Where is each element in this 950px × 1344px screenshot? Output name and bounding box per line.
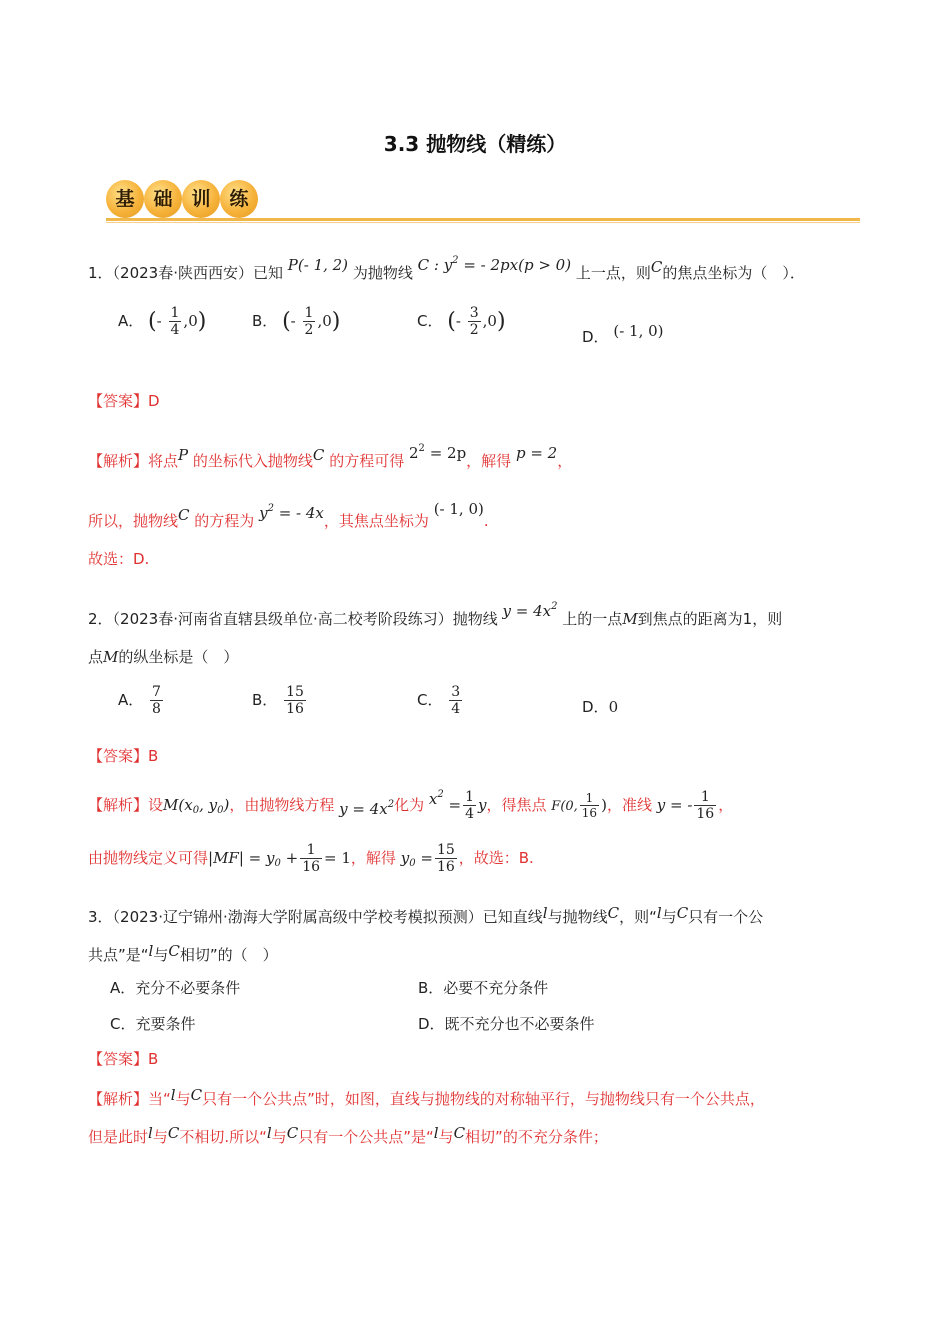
fraction: $\frac{1}{16}$ — [302, 842, 321, 875]
q1-stem: 1．（2023春·陕西西安）已知 P(- 1, 2) 为抛物线 C : $y^2$ = - 2px(p > 0) 上一点，则C的焦点坐标为（ ）． — [88, 255, 805, 282]
q1-explanation-3: 故选：D. — [88, 550, 150, 568]
banner-char: 础 — [144, 180, 182, 218]
section-divider — [106, 218, 860, 221]
q1-explanation-2: 所以，抛物线C 的方程为 $y^2$ = - 4x，其焦点坐标为 (- 1, 0). — [88, 500, 489, 530]
fraction: $\frac{1}{2}$ — [304, 305, 314, 338]
q1-option-d[interactable]: D． (- 1, 0) — [582, 322, 664, 346]
q2-option-b[interactable]: B． $\frac{15}{16}$ — [252, 684, 304, 717]
fraction: $\frac{3}{4}$ — [451, 684, 461, 717]
page-title: 3.3 抛物线（精练） — [383, 132, 567, 156]
q3-option-d[interactable]: D．既不充分也不必要条件 — [418, 1015, 595, 1033]
q1-answer: 【答案】D — [88, 392, 160, 410]
q3-option-a[interactable]: A．充分不必要条件 — [110, 979, 241, 997]
q2-stem-2: 点M的纵坐标是（ ） — [88, 648, 239, 666]
fraction: $\frac{1}{4}$ — [465, 789, 475, 822]
fraction: $\frac{15}{16}$ — [286, 684, 304, 717]
q1-option-a[interactable]: A． (- $\frac{1}{4}$ ,0) — [118, 305, 207, 338]
q3-explanation-2: 但是此时l与C不相切.所以“l与C只有一个公共点”是“l与C相切”的不充分条件； — [88, 1124, 608, 1146]
q2-explanation-1: 【解析】设$M(x_0$, $y_0$)，由抛物线方程 $y = 4x^2$化为 $x^2$ = $\frac{1}{4}$ y，得焦点 F(0, $\frac{1}{16}$ )，准线 y = - $\frac{1}{16}$ ， — [88, 789, 734, 822]
section-divider-thin — [106, 222, 860, 223]
q2-stem-1: 2．（2023春·河南省直辖县级单位·高二校考阶段练习）抛物线 $y = 4x^2$ 上的一点M到焦点的距离为1，则 — [88, 601, 783, 628]
fraction: $\frac{1}{16}$ — [696, 789, 715, 822]
fraction: $\frac{15}{16}$ — [436, 842, 455, 875]
q3-stem-2: 共点”是“l与C相切”的（ ） — [88, 942, 278, 964]
fraction: $\frac{1}{16}$ — [581, 791, 598, 820]
q3-explanation-1: 【解析】当“l与C只有一个公共点”时，如图，直线与抛物线的对称轴平行，与抛物线只有一个公共点， — [88, 1086, 765, 1108]
q3-answer: 【答案】B — [88, 1050, 159, 1068]
q2-explanation-2: 由抛物线定义可得$|MF| = y_0$ + $\frac{1}{16}$ = 1，解得 $y_0$ = $\frac{15}{16}$ ，故选：B. — [88, 842, 534, 875]
q3-option-c[interactable]: C．充要条件 — [110, 1015, 196, 1033]
banner-char: 基 — [106, 180, 144, 218]
q2-option-a[interactable]: A． $\frac{7}{8}$ — [118, 684, 161, 717]
q1-option-c[interactable]: C． (- $\frac{3}{2}$ ,0) — [417, 305, 506, 338]
q2-option-d[interactable]: D．0 — [582, 698, 619, 716]
q2-answer: 【答案】B — [88, 747, 159, 765]
fraction: $\frac{7}{8}$ — [152, 684, 161, 717]
fraction: $\frac{3}{2}$ — [469, 305, 479, 338]
banner-char: 训 — [182, 180, 220, 218]
q3-stem-1: 3．（2023·辽宁锦州·渤海大学附属高级中学校考模拟预测）已知直线l与抛物线C，则“l与C只有一个公 — [88, 904, 764, 926]
q1-explanation-1: 【解析】将点P 的坐标代入抛物线C 的方程可得 $2^2 = 2p$，解得 p = 2， — [88, 443, 573, 470]
q2-option-c[interactable]: C． $\frac{3}{4}$ — [417, 684, 461, 717]
fraction: $\frac{1}{4}$ — [170, 305, 180, 338]
q1-option-b[interactable]: B． (- $\frac{1}{2}$ ,0) — [252, 305, 341, 338]
q3-option-b[interactable]: B．必要不充分条件 — [418, 979, 549, 997]
banner-char: 练 — [220, 180, 258, 218]
